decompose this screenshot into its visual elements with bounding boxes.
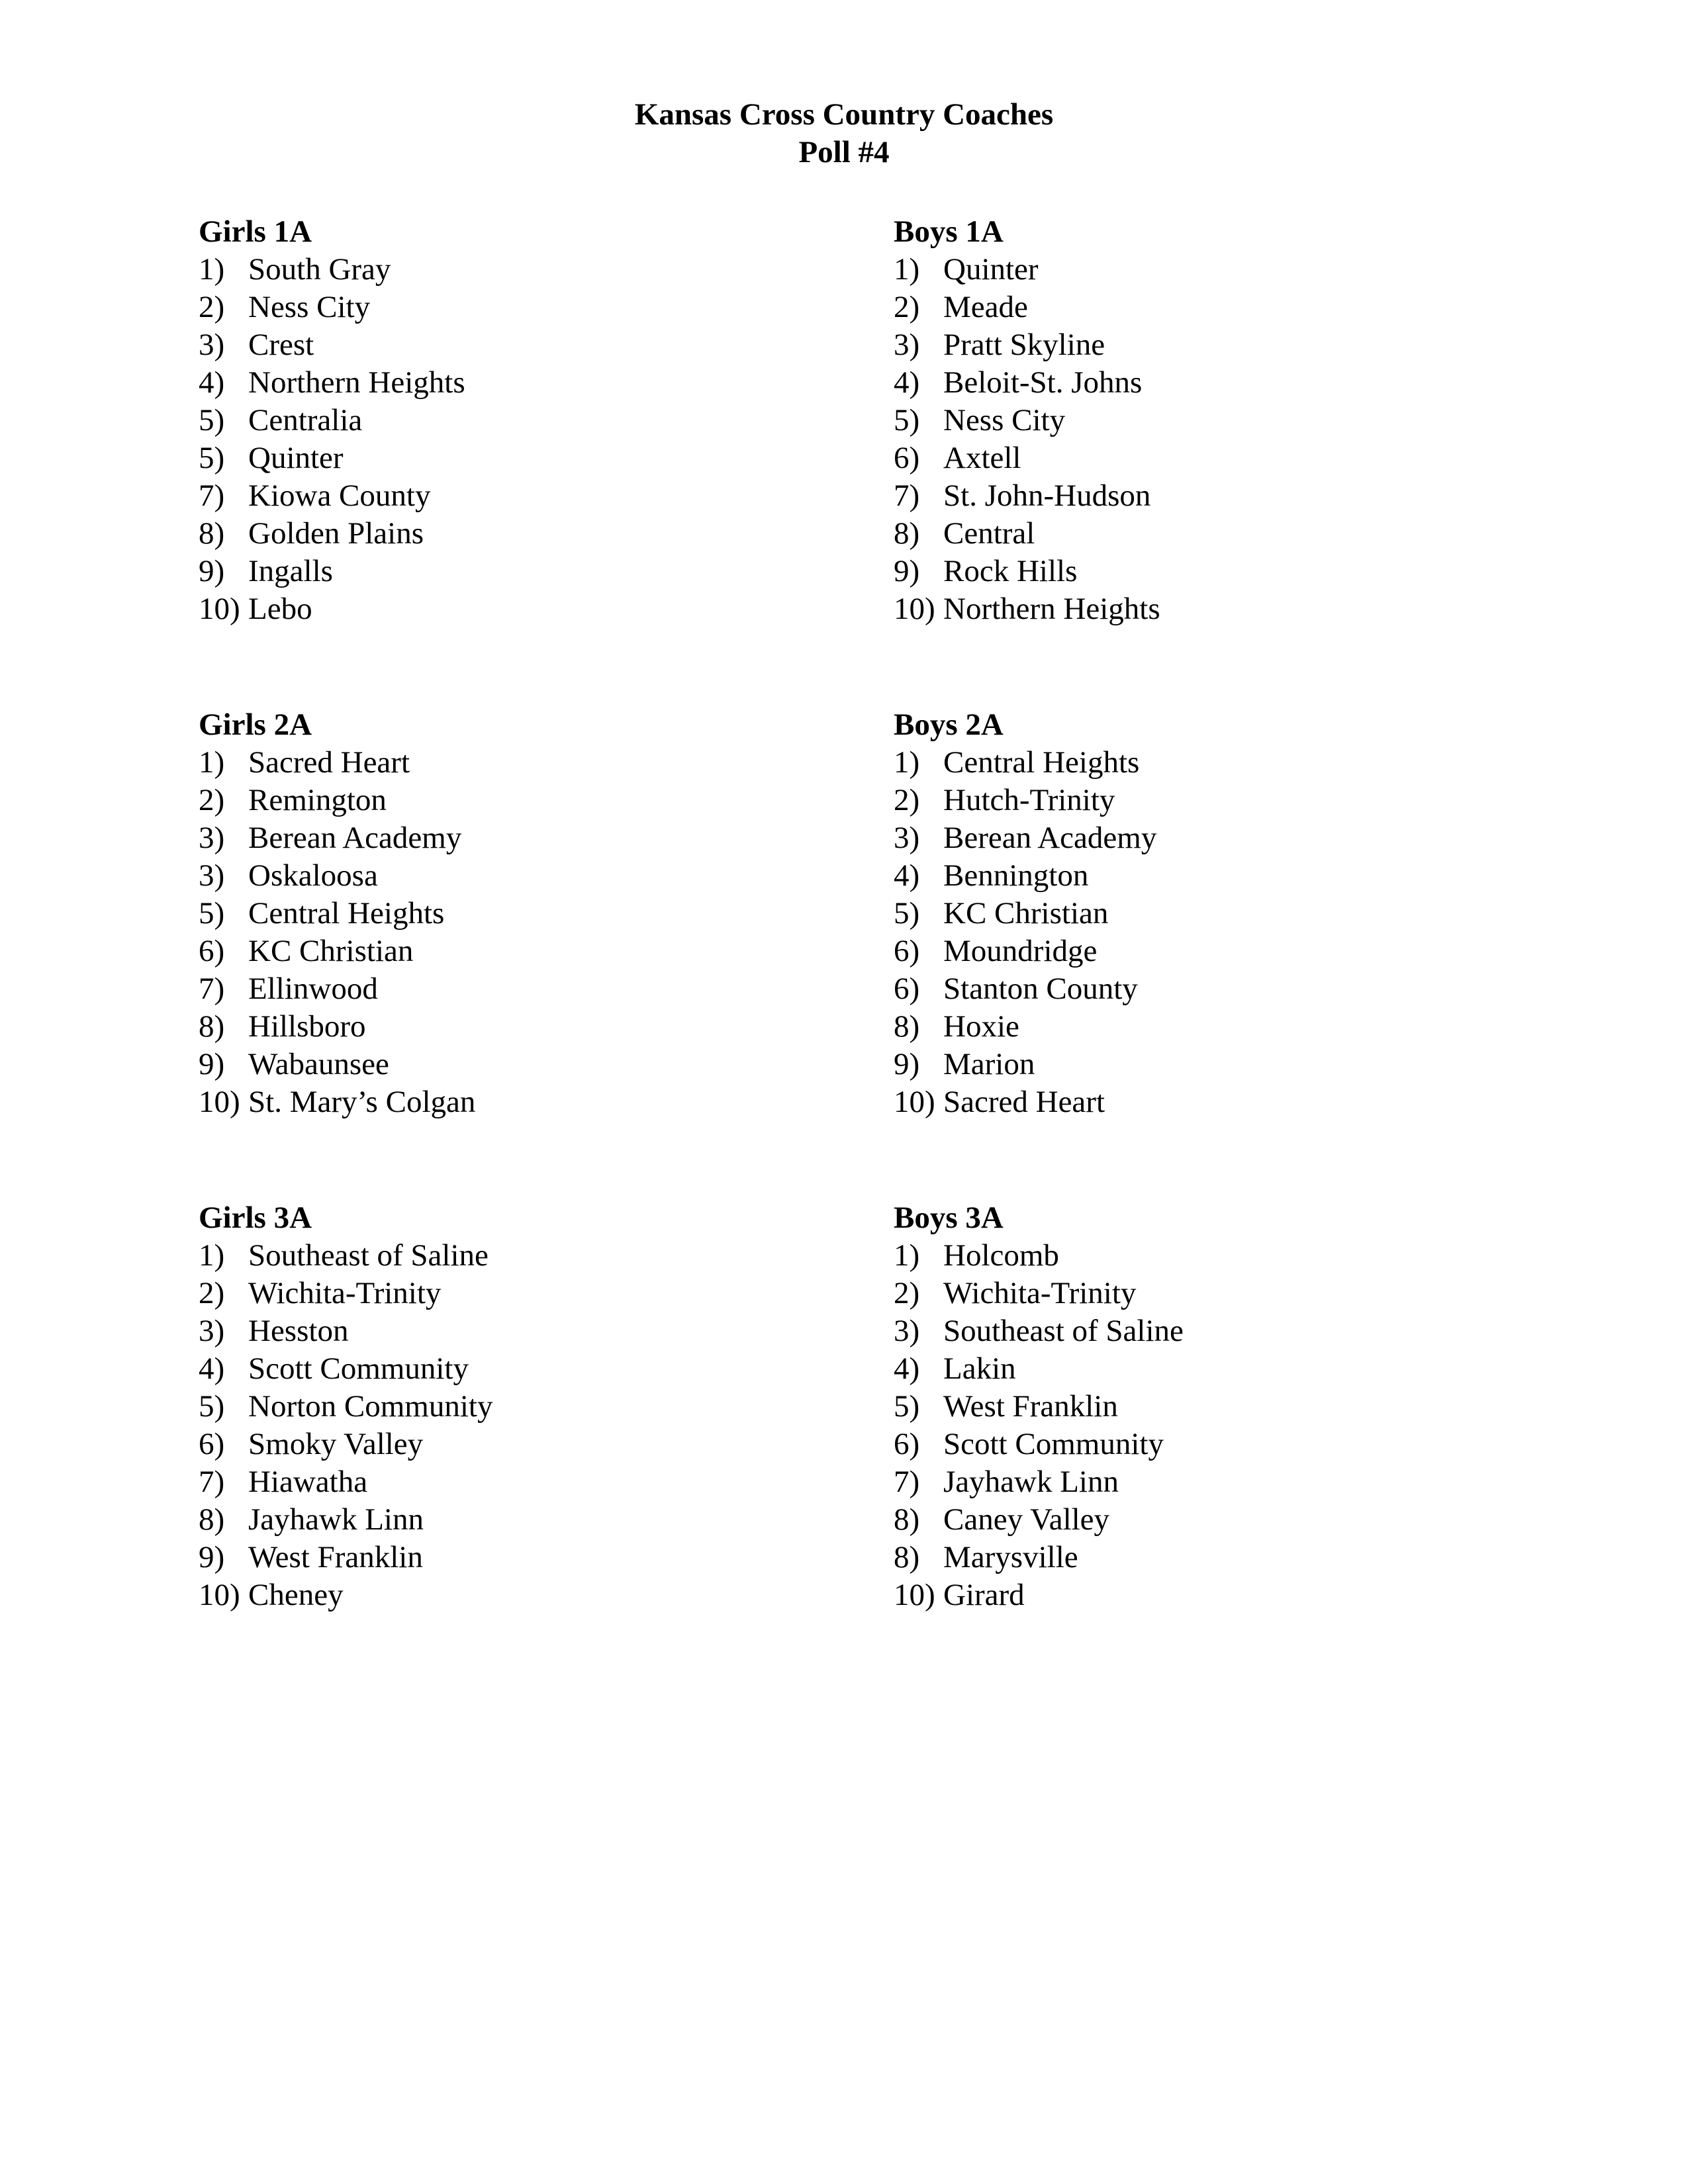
ranking-list [894, 251, 1489, 628]
ranking-item [894, 402, 1489, 439]
team-name: Stanton County [943, 972, 1138, 1006]
team-name: Wichita-Trinity [248, 1276, 442, 1310]
team-name: Axtell [943, 441, 1021, 475]
poll-section-girls-2a [199, 706, 794, 1121]
rank-number: 4) [199, 1351, 225, 1386]
rank-number: 2) [199, 783, 225, 817]
team-name: Scott Community [943, 1427, 1164, 1461]
ranking-item [199, 1008, 794, 1046]
document-header [0, 96, 1688, 171]
team-name: Moundridge [943, 934, 1098, 968]
team-name: Lakin [943, 1351, 1016, 1386]
rank-number: 5) [199, 403, 225, 437]
ranking-item [199, 326, 794, 364]
team-name: St. Mary’s Colgan [248, 1085, 476, 1119]
poll-section-girls-1a [199, 213, 794, 628]
ranking-item [199, 970, 794, 1008]
ranking-item [199, 1237, 794, 1275]
rank-number: 8) [894, 1502, 920, 1537]
rank-number: 4) [894, 858, 920, 893]
rank-number: 1) [894, 745, 920, 780]
team-name: Hillsboro [248, 1009, 366, 1044]
team-name: Holcomb [943, 1238, 1059, 1273]
ranking-item [199, 1275, 794, 1312]
ranking-item [894, 1083, 1489, 1121]
team-name: Hesston [248, 1314, 349, 1348]
ranking-item [894, 289, 1489, 326]
ranking-item [199, 1083, 794, 1121]
section-heading: Boys 1A [894, 214, 1004, 249]
team-name: Wichita-Trinity [943, 1276, 1137, 1310]
ranking-item [199, 857, 794, 895]
ranking-item [199, 1576, 794, 1614]
ranking-item [894, 515, 1489, 553]
team-name: Wabaunsee [248, 1047, 389, 1081]
rank-number: 3) [199, 328, 225, 362]
team-name: West Franklin [248, 1540, 423, 1574]
ranking-item [199, 477, 794, 515]
rank-number: 6) [894, 934, 920, 968]
rank-number: 2) [199, 290, 225, 324]
page-title: Kansas Cross Country Coaches [634, 97, 1054, 132]
ranking-list [199, 744, 794, 1121]
team-name: Bennington [943, 858, 1089, 893]
ranking-item [199, 819, 794, 857]
rank-number: 1) [199, 1238, 225, 1273]
team-name: Hutch-Trinity [943, 783, 1115, 817]
rank-number: 1) [894, 252, 920, 287]
ranking-item [199, 439, 794, 477]
ranking-item [894, 1350, 1489, 1388]
ranking-list [199, 251, 794, 628]
team-name: Lebo [248, 592, 312, 626]
ranking-item [894, 1539, 1489, 1576]
ranking-item [199, 1312, 794, 1350]
team-name: Marysville [943, 1540, 1078, 1574]
ranking-item [894, 326, 1489, 364]
ranking-item [199, 1463, 794, 1501]
ranking-item [894, 1426, 1489, 1463]
team-name: Ness City [248, 290, 371, 324]
team-name: Quinter [943, 252, 1039, 287]
rank-number: 10) [894, 1085, 935, 1119]
rank-number: 9) [894, 1047, 920, 1081]
poll-section-boys-1a [894, 213, 1489, 628]
ranking-item [199, 1350, 794, 1388]
team-name: Scott Community [248, 1351, 469, 1386]
ranking-list [894, 744, 1489, 1121]
rank-number: 5) [199, 1389, 225, 1424]
section-heading: Boys 2A [894, 707, 1004, 742]
ranking-item [199, 1426, 794, 1463]
ranking-item [199, 895, 794, 933]
rank-number: 6) [199, 934, 225, 968]
ranking-item [199, 364, 794, 402]
ranking-item [894, 439, 1489, 477]
team-name: Centralia [248, 403, 363, 437]
rank-number: 3) [199, 1314, 225, 1348]
rank-number: 1) [894, 1238, 920, 1273]
rank-number: 8) [894, 1540, 920, 1574]
team-name: Berean Academy [248, 821, 462, 855]
section-heading: Boys 3A [894, 1201, 1004, 1235]
team-name: Hoxie [943, 1009, 1019, 1044]
rank-number: 10) [894, 592, 935, 626]
rank-number: 9) [199, 1540, 225, 1574]
ranking-item [894, 364, 1489, 402]
ranking-item [199, 402, 794, 439]
rank-number: 7) [199, 478, 225, 513]
team-name: Ingalls [248, 554, 333, 588]
ranking-item [199, 744, 794, 782]
ranking-item [894, 251, 1489, 289]
team-name: Crest [248, 328, 314, 362]
poll-section-boys-2a [894, 706, 1489, 1121]
rank-number: 3) [199, 821, 225, 855]
team-name: Berean Academy [943, 821, 1157, 855]
team-name: Caney Valley [943, 1502, 1110, 1537]
team-name: Southeast of Saline [248, 1238, 489, 1273]
ranking-item [894, 1463, 1489, 1501]
team-name: Marion [943, 1047, 1035, 1081]
rank-number: 5) [894, 403, 920, 437]
team-name: Central Heights [943, 745, 1140, 780]
rank-number: 1) [199, 745, 225, 780]
team-name: Golden Plains [248, 516, 424, 551]
team-name: KC Christian [248, 934, 414, 968]
team-name: Central [943, 516, 1035, 551]
ranking-item [894, 819, 1489, 857]
rank-number: 1) [199, 252, 225, 287]
team-name: St. John-Hudson [943, 478, 1151, 513]
rank-number: 8) [894, 1009, 920, 1044]
team-name: South Gray [248, 252, 391, 287]
ranking-item [894, 1275, 1489, 1312]
ranking-item [199, 289, 794, 326]
section-heading: Girls 1A [199, 214, 312, 249]
ranking-item [199, 933, 794, 970]
team-name: West Franklin [943, 1389, 1118, 1424]
team-name: Jayhawk Linn [248, 1502, 424, 1537]
rank-number: 10) [894, 1578, 935, 1612]
team-name: Northern Heights [248, 365, 465, 400]
rank-number: 3) [894, 1314, 920, 1348]
rank-number: 9) [894, 554, 920, 588]
team-name: Remington [248, 783, 387, 817]
rank-number: 8) [199, 1502, 225, 1537]
team-name: Smoky Valley [248, 1427, 424, 1461]
ranking-item [894, 1008, 1489, 1046]
team-name: Kiowa County [248, 478, 431, 513]
team-name: Meade [943, 290, 1028, 324]
ranking-list [199, 1237, 794, 1614]
team-name: Jayhawk Linn [943, 1465, 1119, 1499]
ranking-item [894, 1312, 1489, 1350]
team-name: Sacred Heart [943, 1085, 1105, 1119]
team-name: Southeast of Saline [943, 1314, 1184, 1348]
ranking-item [199, 1539, 794, 1576]
rank-number: 3) [894, 328, 920, 362]
rank-number: 6) [199, 1427, 225, 1461]
ranking-item [894, 744, 1489, 782]
rank-number: 4) [894, 1351, 920, 1386]
rank-number: 4) [894, 365, 920, 400]
poll-section-boys-3a [894, 1199, 1489, 1614]
rank-number: 2) [199, 1276, 225, 1310]
team-name: Cheney [248, 1578, 344, 1612]
ranking-item [199, 590, 794, 628]
rank-number: 3) [894, 821, 920, 855]
ranking-item [894, 553, 1489, 590]
ranking-item [199, 553, 794, 590]
rank-number: 5) [894, 1389, 920, 1424]
ranking-item [199, 1046, 794, 1083]
ranking-item [894, 782, 1489, 819]
rank-number: 9) [199, 1047, 225, 1081]
ranking-item [894, 857, 1489, 895]
rank-number: 9) [199, 554, 225, 588]
rank-number: 8) [199, 1009, 225, 1044]
team-name: Sacred Heart [248, 745, 410, 780]
rank-number: 7) [199, 1465, 225, 1499]
ranking-item [199, 515, 794, 553]
ranking-item [894, 895, 1489, 933]
rank-number: 6) [894, 441, 920, 475]
rank-number: 8) [199, 516, 225, 551]
team-name: Oskaloosa [248, 858, 378, 893]
rank-number: 2) [894, 290, 920, 324]
rank-number: 7) [199, 972, 225, 1006]
rank-number: 6) [894, 1427, 920, 1461]
rank-number: 8) [894, 516, 920, 551]
ranking-item [894, 970, 1489, 1008]
team-name: Ellinwood [248, 972, 378, 1006]
rank-number: 5) [199, 896, 225, 931]
team-name: Central Heights [248, 896, 445, 931]
rank-number: 7) [894, 478, 920, 513]
rank-number: 4) [199, 365, 225, 400]
team-name: Girard [943, 1578, 1025, 1612]
ranking-item [894, 1576, 1489, 1614]
ranking-item [894, 1388, 1489, 1426]
team-name: Beloit-St. Johns [943, 365, 1143, 400]
rank-number: 5) [199, 441, 225, 475]
team-name: Rock Hills [943, 554, 1078, 588]
team-name: Norton Community [248, 1389, 493, 1424]
ranking-item [199, 251, 794, 289]
team-name: Quinter [248, 441, 344, 475]
ranking-item [894, 1046, 1489, 1083]
rank-number: 10) [199, 1578, 240, 1612]
ranking-item [894, 933, 1489, 970]
team-name: KC Christian [943, 896, 1109, 931]
team-name: Northern Heights [943, 592, 1160, 626]
ranking-item [894, 590, 1489, 628]
section-heading: Girls 2A [199, 707, 312, 742]
rank-number: 2) [894, 1276, 920, 1310]
ranking-item [199, 782, 794, 819]
rank-number: 2) [894, 783, 920, 817]
team-name: Ness City [943, 403, 1066, 437]
team-name: Pratt Skyline [943, 328, 1105, 362]
rank-number: 3) [199, 858, 225, 893]
rank-number: 10) [199, 592, 240, 626]
section-heading: Girls 3A [199, 1201, 312, 1235]
poll-section-girls-3a [199, 1199, 794, 1614]
ranking-list [894, 1237, 1489, 1614]
team-name: Hiawatha [248, 1465, 368, 1499]
rank-number: 10) [199, 1085, 240, 1119]
ranking-item [894, 477, 1489, 515]
rank-number: 7) [894, 1465, 920, 1499]
ranking-item [199, 1501, 794, 1539]
rank-number: 6) [894, 972, 920, 1006]
rank-number: 5) [894, 896, 920, 931]
ranking-item [199, 1388, 794, 1426]
page-subtitle: Poll #4 [798, 135, 890, 169]
ranking-item [894, 1237, 1489, 1275]
ranking-item [894, 1501, 1489, 1539]
